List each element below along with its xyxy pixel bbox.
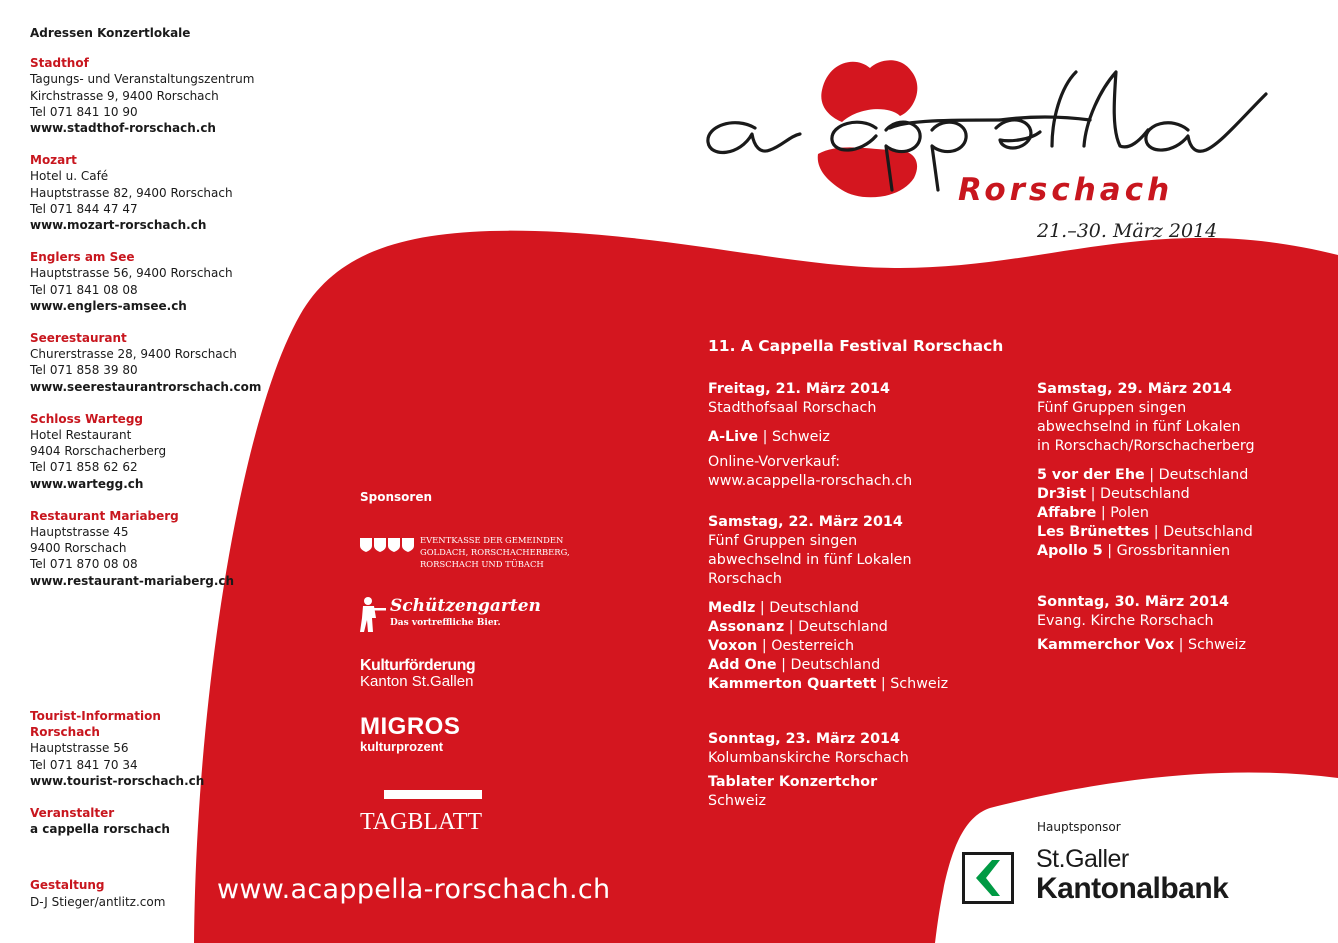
day-fri-21 [708,380,1028,491]
venue-seerestaurant [30,330,330,395]
organizer-label: Veranstalter [30,806,115,821]
day-sat-29 [1037,380,1317,561]
tourist-info-phone: Tel 071 841 70 34 [30,757,138,772]
venue-name: Englers am See [30,250,135,265]
day-venue-line: Rorschach [708,571,782,587]
tourist-info-address: Hauptstrasse 56 [30,741,129,756]
act-name: Les Brünettes [1037,524,1150,540]
act-name: Assonanz [708,619,785,635]
venue-phone: Tel 071 844 47 47 [30,201,138,216]
act-row: A-Live | Schweiz [708,429,830,445]
act-name: Medlz [708,600,756,616]
organizer [30,805,330,837]
venue-mariaberg [30,508,330,589]
day-venue-line: in Rorschach/Rorschacherberg [1037,438,1255,454]
act-country: Deutschland [1163,524,1253,540]
act-country: Deutschland [1158,467,1249,483]
main-sponsor-label: Hauptsponsor [1037,820,1121,834]
venue-schloss-wartegg [30,411,330,492]
festival-logo [700,50,1300,250]
eventkasse-line1: EVENTKASSE DER GEMEINDEN [420,535,564,545]
act-row: Dr3ist | Deutschland [1037,486,1190,502]
presale-url-link[interactable]: www.acappella-rorschach.ch [708,473,913,489]
addresses-heading: Adressen Konzertlokale [30,26,191,40]
day-date: Sonntag, 30. März 2014 [1037,594,1229,610]
day-date: Sonntag, 23. März 2014 [708,731,900,747]
act-country: Schweiz [890,676,949,692]
day-venue-line: Fünf Gruppen singen [708,533,858,549]
migros-kulturprozent: kulturprozent [360,739,444,754]
kulturfoerderung-logo [360,658,475,689]
day-sun-23 [708,730,1028,811]
act-country: Polen [1110,505,1149,521]
day-date: Freitag, 21. März 2014 [708,381,890,397]
act-country: Schweiz [771,429,830,445]
red-lips-shape [821,60,917,122]
act-row: Kammerchor Vox | Schweiz [1037,637,1246,653]
act-name: 5 vor der Ehe [1037,467,1145,483]
venue-line: Hauptstrasse 82, 9400 Rorschach [30,185,233,200]
venue-line: Hauptstrasse 45 [30,525,129,540]
tourist-info-title: Tourist-Information [30,709,161,723]
day-venue-line: abwechselnd in fünf Lokalen [1037,419,1241,435]
schuetzengarten-tagline: Das vortreffliche Bier. [390,618,501,628]
day-venue: Kolumbanskirche Rorschach [708,750,909,766]
act-name: Kammerchor Vox [1037,637,1175,653]
act-row: Affabre | Polen [1037,505,1149,521]
sponsors-title: Sponsoren [360,490,433,504]
act-row: Medlz | Deutschland [708,600,860,616]
act-country: Schweiz [708,793,766,809]
act-row: 5 vor der Ehe | Deutschland [1037,467,1249,483]
act-name: Affabre [1037,505,1097,521]
act-country: Schweiz [1188,637,1246,653]
venue-url-link[interactable]: www.englers-amsee.ch [30,298,187,313]
venue-phone: Tel 071 858 39 80 [30,363,138,378]
act-name: A-Live [708,429,759,445]
schuetzengarten-name: Schützengarten [390,596,541,616]
day-date: Samstag, 29. März 2014 [1037,381,1232,397]
eventkasse-line2: GOLDACH, RORSCHACHERBERG, [420,547,570,557]
day-venue-line: abwechselnd in fünf Lokalen [708,552,912,568]
venue-line: Tagungs- und Veranstaltungszentrum [30,72,255,87]
venue-phone: Tel 071 858 62 62 [30,460,138,475]
sponsors-section [360,490,590,835]
schuetzengarten-logo [360,596,541,636]
act-name: Add One [708,657,777,673]
act-name: Voxon [708,638,758,654]
venue-name: Restaurant Mariaberg [30,508,179,523]
act-row: Voxon | Oesterreich [708,638,855,654]
tourist-info-title-2: Rorschach [30,725,100,740]
venue-url-link[interactable]: www.restaurant-mariaberg.ch [30,573,235,588]
venue-url-link[interactable]: www.seerestaurantrorschach.com [30,379,262,394]
tourist-info-url-link[interactable]: www.tourist-rorschach.ch [30,773,205,788]
venue-line: Churerstrasse 28, 9400 Rorschach [30,347,237,362]
act-country: Deutschland [769,600,860,616]
programme-column-left [708,380,1028,833]
venue-name: Stadthof [30,56,89,71]
venue-line: Hotel Restaurant [30,428,132,443]
main-sponsor-line2: Kantonalbank [1036,872,1229,905]
venue-phone: Tel 071 870 08 08 [30,557,138,572]
tagblatt-name: TAGBLATT [360,809,483,835]
day-venue-line: Fünf Gruppen singen [1037,400,1187,416]
programme-column-right [1037,380,1317,677]
tagblatt-logo [360,790,482,835]
design-label: Gestaltung [30,878,105,893]
venue-url-link[interactable]: www.stadthof-rorschach.ch [30,121,216,136]
act-country: Deutschland [790,657,881,673]
act-country: Deutschland [1100,486,1190,502]
presale-label: Online-Vorverkauf: [708,454,841,470]
day-venue: Evang. Kirche Rorschach [1037,613,1214,629]
venue-line: Hauptstrasse 56, 9400 Rorschach [30,266,233,281]
shields-icon [360,538,414,552]
act-row: Les Brünettes | Deutschland [1037,524,1253,540]
venue-name: Seerestaurant [30,331,127,346]
venue-mozart [30,152,330,233]
venue-line: 9404 Rorschacherberg [30,444,167,459]
venue-address-list [30,25,330,605]
festival-dates: 21.–30. März 2014 [1037,220,1218,242]
website-link[interactable]: www.acappella-rorschach.ch [217,874,611,905]
day-venue: Stadthofsaal Rorschach [708,400,877,416]
act-name: Kammerton Quartett [708,676,877,692]
act-row: Add One | Deutschland [708,657,881,673]
migros-name: MIGROS [360,713,461,740]
eventkasse-line3: RORSCHACH UND TÜBACH [420,559,544,569]
act-row: Kammerton Quartett | Schweiz [708,676,949,692]
venue-name: Schloss Wartegg [30,411,143,426]
day-sat-22 [708,513,1028,694]
design-value: D-J Stieger/antlitz.com [30,894,166,909]
day-date: Samstag, 22. März 2014 [708,514,903,530]
act-country: Deutschland [798,619,888,635]
kantonalbank-logo-icon [962,852,1014,904]
migros-kulturprozent-logo [360,715,460,754]
logo-subtitle: Rorschach [958,172,1174,208]
festival-title: 11. A Cappella Festival Rorschach [708,337,1004,355]
marksman-icon [360,596,386,632]
act-country: Grossbritannien [1116,543,1231,559]
red-lips-lower [818,147,917,197]
day-sun-30 [1037,593,1317,655]
act-name: Tablater Konzertchor [708,774,878,790]
venue-stadthof [30,55,330,136]
kulturfoerderung-line2: Kanton St.Gallen [360,673,474,690]
venue-line: 9400 Rorschach [30,541,127,556]
main-sponsor-line1: St.Galler [1036,845,1129,873]
venue-line: Hotel u. Café [30,169,109,184]
act-row: Apollo 5 | Grossbritannien [1037,543,1231,559]
venue-englers [30,249,330,314]
tourist-information [30,708,330,789]
act-row: Assonanz | Deutschland [708,619,888,635]
venue-line: Kirchstrasse 9, 9400 Rorschach [30,88,219,103]
organizer-value: a cappella rorschach [30,822,170,837]
venue-url-link[interactable]: www.wartegg.ch [30,476,144,491]
act-name: Dr3ist [1037,486,1087,502]
venue-name: Mozart [30,153,77,168]
tagblatt-bar [384,790,482,799]
venue-phone: Tel 071 841 10 90 [30,104,138,119]
venue-phone: Tel 071 841 08 08 [30,282,138,297]
kulturfoerderung-line1: Kulturförderung [360,657,476,674]
venue-url-link[interactable]: www.mozart-rorschach.ch [30,218,207,233]
act-name: Apollo 5 [1037,543,1103,559]
act-country: Oesterreich [771,638,855,654]
kantonalbank-wordmark [1036,846,1228,905]
